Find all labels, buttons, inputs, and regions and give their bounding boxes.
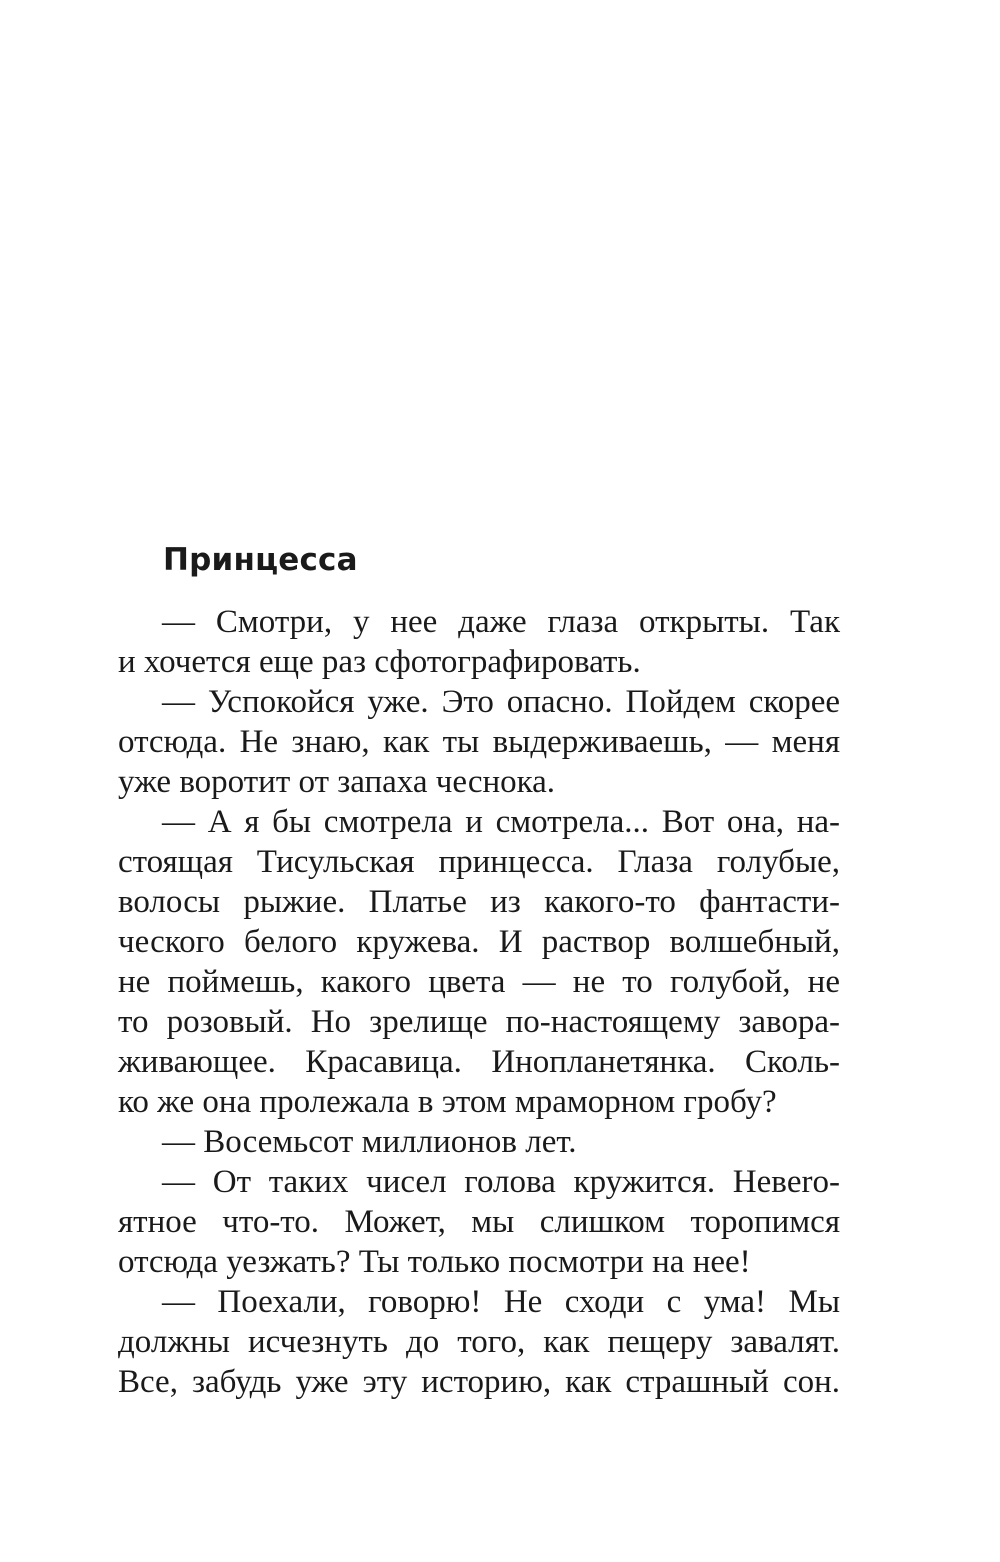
text-line: ятное что-то. Может, мы слишком торопимся	[118, 1204, 840, 1240]
text-line: — А я бы смотрела и смотрела... Вот она, на-	[162, 804, 840, 840]
text-line: Все, забудь уже эту историю, как страшный сон.	[118, 1364, 840, 1400]
text-line: ческого белого кружева. И раствор волшебный,	[118, 924, 840, 960]
chapter-title: Принцесса	[163, 542, 358, 578]
text-line: живающее. Красавица. Инопланетянка. Сколь-	[118, 1044, 840, 1080]
text-line: — Восемьсот миллионов лет.	[162, 1124, 577, 1160]
text-line: стоящая Тисульская принцесса. Глаза голубые,	[118, 844, 840, 880]
text-line: волосы рыжие. Платье из какого-то фантасти-	[118, 884, 840, 920]
text-line: не поймешь, какого цвета — не то голубой, не	[118, 964, 840, 1000]
text-line: отсюда. Не знаю, как ты выдерживаешь, — меня	[118, 724, 840, 760]
text-line: то розовый. Но зрелище по-настоящему завора-	[118, 1004, 840, 1040]
body-text	[118, 602, 840, 1402]
text-line: — Смотри, у нее даже глаза открыты. Так	[162, 604, 840, 640]
text-line: — Поехали, говорю! Не сходи с ума! Мы	[162, 1284, 840, 1320]
text-line: уже воротит от запаха чеснока.	[118, 764, 556, 800]
text-line: — От таких чисел голова кружится. Невero-	[162, 1164, 840, 1200]
text-line: и хочется еще раз сфотографировать.	[118, 644, 641, 680]
text-line: — Успокойся уже. Это опасно. Пойдем скорее	[162, 684, 840, 720]
text-line: отсюда уезжать? Ты только посмотри на нее!	[118, 1244, 751, 1280]
text-line: ко же она пролежала в этом мраморном гробу?	[118, 1084, 777, 1120]
text-line: должны исчезнуть до того, как пещеру завалят.	[118, 1324, 840, 1360]
